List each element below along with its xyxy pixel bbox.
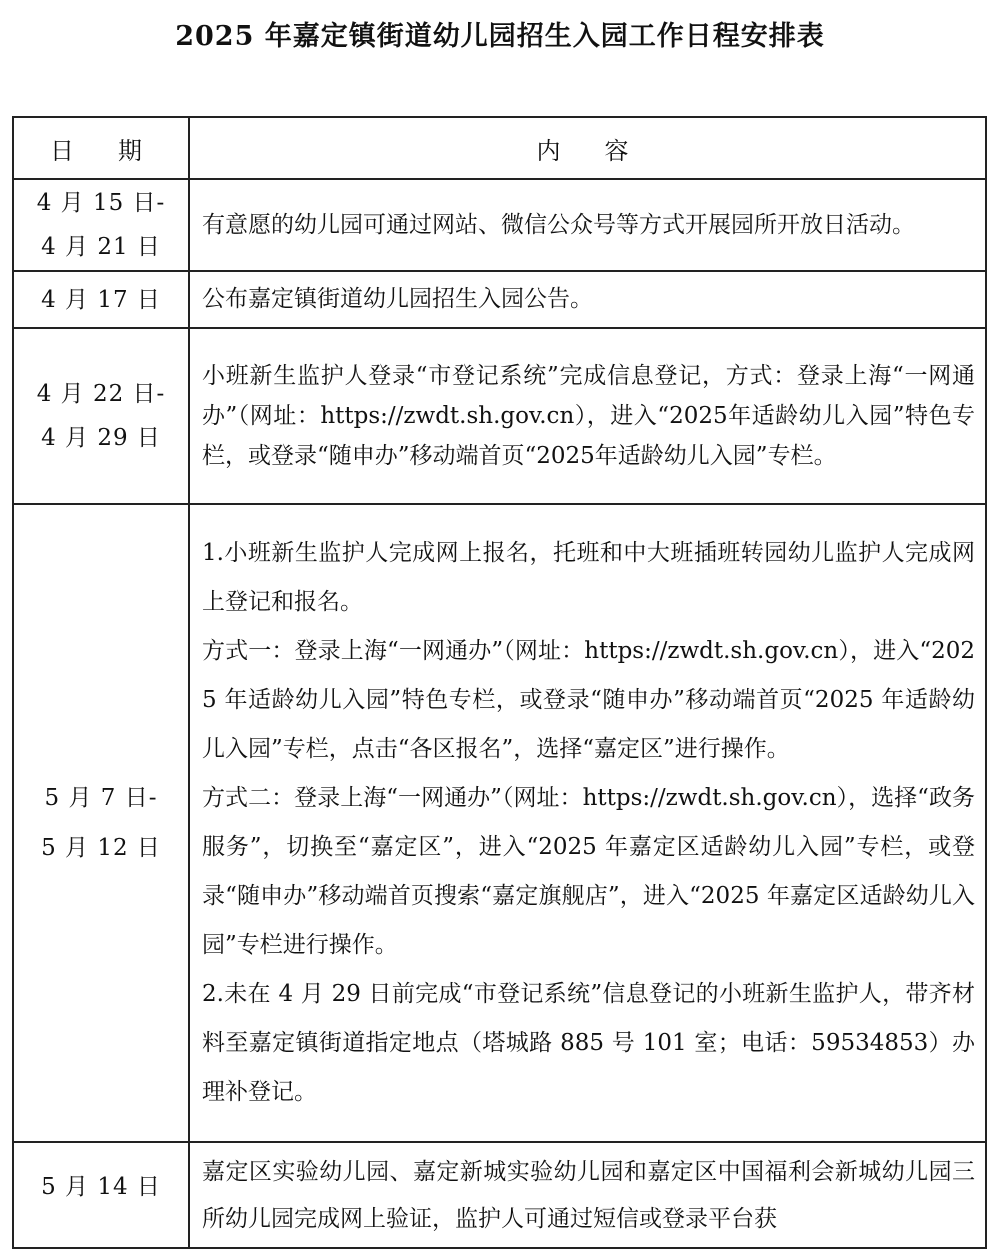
table-row xyxy=(13,504,986,1142)
header-date: 日 期 xyxy=(13,117,189,179)
content-paragraph: 方式二：登录上海“一网通办”（网址：https://zwdt.sh.gov.cn），选择“政务服务”，切换至“嘉定区”，进入“2025 年嘉定区适龄幼儿入园”专栏，或登录“随申办”移动端首页搜索“嘉定旗舰店”，进入“2025 年嘉定区适龄幼儿入园”专栏进行操作。 xyxy=(202,785,975,958)
content-paragraph: 有意愿的幼儿园可通过网站、微信公众号等方式开展园所开放日活动。 xyxy=(202,211,915,238)
date-line: 4 月 15 日- xyxy=(36,190,166,216)
date-line: 5 月 14 日 xyxy=(41,1174,161,1200)
content-cell xyxy=(189,1142,986,1248)
date-line: 5 月 12 日 xyxy=(41,835,161,861)
date-line: 4 月 29 日 xyxy=(41,425,161,451)
content-paragraph: 公布嘉定镇街道幼儿园招生入园公告。 xyxy=(202,286,593,312)
date-line: 4 月 22 日- xyxy=(36,381,166,407)
content-paragraph: 小班新生监护人登录“市登记系统”完成信息登记，方式：登录上海“一网通办”（网址：https://zwdt.sh.gov.cn），进入“2025年适龄幼儿入园”特色专栏，或登录“随申办”移动端首页“2025年适龄幼儿入园”专栏。 xyxy=(202,363,975,469)
table-header-row xyxy=(13,117,986,179)
content-paragraph: 1.小班新生监护人完成网上报名，托班和中大班插班转园幼儿监护人完成网上登记和报名。 xyxy=(202,540,975,615)
content-cell xyxy=(189,179,986,271)
table-row xyxy=(13,271,986,328)
date-line: 4 月 17 日 xyxy=(41,286,161,313)
date-cell xyxy=(13,504,189,1142)
date-line: 5 月 7 日- xyxy=(44,785,158,811)
content-cell xyxy=(189,328,986,504)
date-cell xyxy=(13,271,189,328)
table-row xyxy=(13,328,986,504)
header-content: 内 容 xyxy=(189,117,986,179)
date-line: 4 月 21 日 xyxy=(41,234,161,260)
content-paragraph: 方式一：登录上海“一网通办”（网址：https://zwdt.sh.gov.cn），进入“2025 年适龄幼儿入园”特色专栏，或登录“随申办”移动端首页“2025 年适龄幼儿入园”专栏，点击“各区报名”，选择“嘉定区”进行操作。 xyxy=(202,638,975,762)
date-cell xyxy=(13,179,189,271)
page-title: 2025 年嘉定镇街道幼儿园招生入园工作日程安排表 xyxy=(175,21,825,52)
content-cell xyxy=(189,271,986,328)
table-row xyxy=(13,179,986,271)
content-cell xyxy=(189,504,986,1142)
content-paragraph: 2.未在 4 月 29 日前完成“市登记系统”信息登记的小班新生监护人，带齐材料至嘉定镇街道指定地点（塔城路 885 号 101 室；电话：59534853）办理补登记。 xyxy=(202,981,975,1105)
schedule-table xyxy=(12,116,987,1249)
date-cell xyxy=(13,1142,189,1248)
date-cell xyxy=(13,328,189,504)
content-paragraph: 嘉定区实验幼儿园、嘉定新城实验幼儿园和嘉定区中国福利会新城幼儿园三所幼儿园完成网上验证，监护人可通过短信或登录平台获 xyxy=(202,1159,975,1232)
table-row xyxy=(13,1142,986,1248)
